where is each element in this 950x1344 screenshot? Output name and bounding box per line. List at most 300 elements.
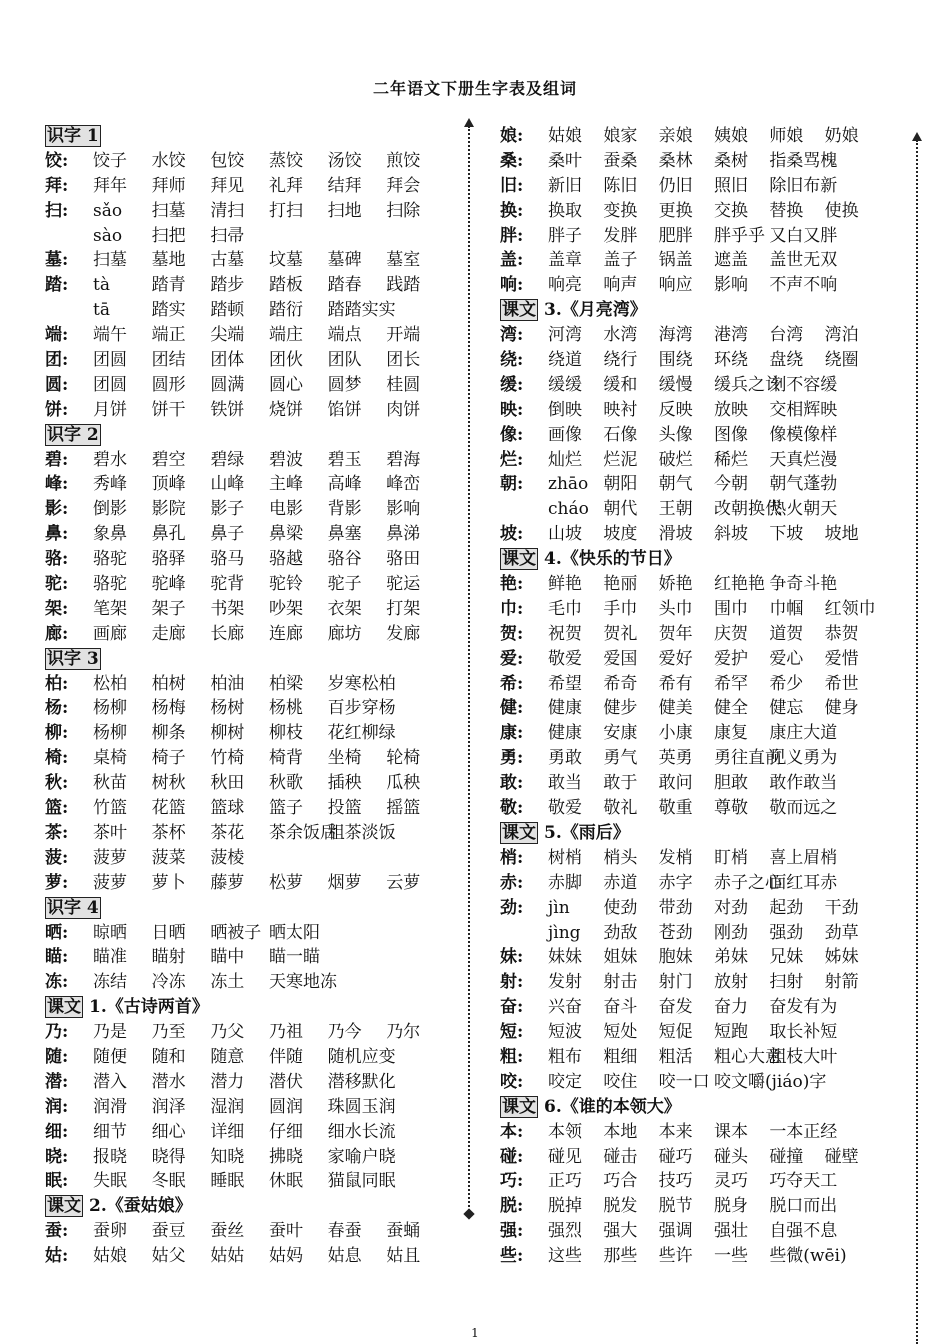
word: 书架 [210,598,245,619]
character-row [45,821,445,846]
character-label: 烂: [500,449,524,470]
character-label: 茶: [45,822,69,843]
section-header [45,1194,445,1219]
word: 柳树 [210,723,245,744]
word: 道贺 [769,623,804,644]
character-row [500,721,880,746]
lesson-title: 4.《快乐的节日》 [544,549,681,570]
word: 师娘 [769,126,804,146]
character-label: 粗: [500,1046,524,1067]
character-label: 短: [500,1022,524,1043]
word: 替换 [769,200,804,221]
word: 秋田 [210,773,245,794]
character-row [500,1020,880,1045]
character-label: 饺: [45,150,69,171]
character-label: 细: [45,1121,69,1142]
word: 姑父 [151,1246,186,1267]
character-row [500,995,880,1020]
word: 日晒 [151,922,186,943]
word: 兴奋 [548,997,582,1018]
word: 滑坡 [658,524,693,545]
section-header [45,896,445,921]
word: 笔架 [93,598,127,619]
word: 休眠 [268,1171,303,1192]
word: 手巾 [603,598,638,619]
character-row [45,472,445,497]
character-row [500,696,880,721]
word: 尖端 [210,325,245,346]
word: 烂泥 [603,449,638,470]
character-label: 菠: [45,847,69,868]
word: 晒太阳 [268,922,320,943]
word: 瞄中 [210,947,245,968]
word: 弟妹 [713,947,748,968]
character-label: 眠: [45,1171,69,1192]
word: 港湾 [713,325,748,346]
word: 蚕卵 [93,1221,127,1242]
word: 椅背 [268,748,303,769]
word: 粗细 [603,1046,638,1067]
character-row [500,846,880,871]
word: 爱心 [769,648,804,669]
word: 姨娘 [713,126,748,146]
word: 毛巾 [548,598,582,619]
word: 秀峰 [93,474,127,495]
word: 乃祖 [268,1022,303,1043]
word: 团体 [210,350,245,371]
word: 咬住 [603,1071,638,1092]
word: 庆贺 [713,623,748,644]
word: 本来 [658,1121,693,1142]
word: 开端 [386,325,421,346]
word: 自强不息 [769,1221,838,1242]
word: 胖子 [548,225,582,246]
section-tag: 课文 [502,822,536,843]
section-tag: 课文 [47,997,81,1018]
word: 踏顿 [210,300,245,321]
character-label: 胖: [500,225,524,246]
character-row [500,472,880,497]
word: 松萝 [268,872,303,893]
word: 发射 [548,972,582,993]
word: 拜师 [151,175,186,196]
word: 朝阳 [603,474,638,495]
character-row [45,273,445,298]
word: 短跑 [713,1022,748,1043]
word: 冻结 [93,972,127,993]
word: 娘家 [603,126,638,146]
character-row [500,348,880,373]
word: 骆越 [268,549,303,570]
word: 希有 [658,673,693,694]
word: 冻土 [210,972,245,993]
character-row [45,298,445,323]
word: 古墓 [210,250,245,271]
word: 又白又胖 [769,225,838,246]
word: 姊妹 [824,947,859,968]
word: 这些 [548,1246,582,1267]
word: 背影 [327,499,362,520]
character-row [500,199,880,224]
character-row [500,124,880,149]
right-margin-line [916,140,918,1344]
character-row [500,572,880,597]
word: 强烈 [548,1221,582,1242]
word: 树梢 [548,847,582,868]
word: 顶峰 [151,474,186,495]
arrow-up-icon [912,132,922,141]
word: 反映 [658,399,693,420]
word: 倒影 [93,499,127,520]
word: 敬礼 [603,798,638,819]
word: 爱国 [603,648,638,669]
character-row [500,323,880,348]
word: 遮盖 [713,250,748,271]
word: 朝代 [603,499,638,520]
character-label: 湾: [500,325,524,346]
word: 墓碑 [327,250,362,271]
word: 课本 [713,1121,748,1142]
word: 百步穿杨 [327,698,396,719]
word: 潜入 [93,1071,127,1092]
character-label: 桑: [500,150,524,171]
section-tag: 识字 1 [47,126,99,146]
word: 健身 [824,698,859,719]
word: 一些 [713,1246,748,1267]
word: 插秧 [327,773,362,794]
word: 健康 [548,723,582,744]
word: 影响 [713,275,748,296]
word: 铁饼 [210,399,245,420]
word: 石像 [603,424,638,445]
word: 潜伏 [268,1071,303,1092]
word: 强壮 [713,1221,748,1242]
word: 打扫 [268,200,303,221]
word: 新旧 [548,175,582,196]
section-header [500,821,880,846]
word: 拜会 [386,175,421,196]
word: 尊敬 [713,798,748,819]
left-column [45,124,445,1269]
word: 湿润 [210,1096,245,1117]
character-row [500,497,880,522]
word: 晓得 [151,1146,186,1167]
word: 粗心大意 [713,1046,782,1067]
word: 桂圆 [386,374,421,395]
word: 今朝 [713,474,748,495]
word: 姑姑 [210,1246,245,1267]
word: 端点 [327,325,362,346]
character-label: 冻: [45,972,69,993]
word: 篮子 [268,798,303,819]
word: 天真烂漫 [769,449,838,470]
word: 脱掉 [548,1196,582,1217]
word: 踏板 [268,275,303,296]
word: 骆马 [210,549,245,570]
word: 柏油 [210,673,245,694]
word: 些微(wēi) [769,1246,847,1267]
character-label: 廊: [45,623,69,644]
word: 姑且 [386,1246,421,1267]
word: 朝气蓬勃 [769,474,838,495]
character-row [45,248,445,273]
word: 爱好 [658,648,693,669]
word: 技巧 [658,1171,693,1192]
character-label: 峰: [45,474,69,495]
section-header [45,995,445,1020]
word: 拜年 [93,175,127,196]
word: 敬爱 [548,798,582,819]
character-label: 驼: [45,574,69,595]
word: 瞄射 [151,947,186,968]
character-label: 墓: [45,250,69,271]
word: 碧水 [93,449,127,470]
word: 踏实 [151,300,186,321]
character-label: 贺: [500,623,524,644]
word: 肥胖 [658,225,693,246]
word: 电影 [268,499,303,520]
lesson-title: 2.《蚕姑娘》 [89,1196,192,1217]
character-row [45,1045,445,1070]
word: 扫除 [386,200,421,221]
word: 珠圆玉润 [327,1096,396,1117]
word: 像模像样 [769,424,838,445]
word: 奋发 [658,997,693,1018]
word: 胆敢 [713,773,748,794]
character-label: 碰: [500,1146,524,1167]
word: 饼干 [151,399,186,420]
word: 打架 [386,598,421,619]
word: 湾泊 [824,325,859,346]
section-header [45,124,445,149]
word: 润滑 [93,1096,127,1117]
word: 短波 [548,1022,582,1043]
word: 环绕 [713,350,748,371]
word: jìng [548,922,581,943]
word: 奋力 [713,997,748,1018]
word: 竹篮 [93,798,127,819]
word: 灿烂 [548,449,582,470]
character-label: 爱: [500,648,524,669]
word: 扫墓 [93,250,127,271]
word: 绕道 [548,350,582,371]
word: 绕行 [603,350,638,371]
character-row [500,771,880,796]
word: 健美 [658,698,693,719]
word: 姑妈 [268,1246,303,1267]
word: 潜移默化 [327,1071,396,1092]
word: 劲草 [824,922,859,943]
word: 驼背 [210,574,245,595]
word: 王朝 [658,499,693,520]
word: 一本正经 [769,1121,838,1142]
word: 健全 [713,698,748,719]
character-label: 饼: [45,399,69,420]
character-label: 健: [500,698,524,719]
word: 赤道 [603,872,638,893]
word: 康复 [713,723,748,744]
word: 缓兵之计 [713,374,782,395]
word: 发胖 [603,225,638,246]
word: 敢于 [603,773,638,794]
word: 头像 [658,424,693,445]
character-label: 萝: [45,872,69,893]
word: 脱身 [713,1196,748,1217]
word: 团队 [327,350,362,371]
word: 山坡 [548,524,582,545]
word: 柳条 [151,723,186,744]
word: 高峰 [327,474,362,495]
word: 潜力 [210,1071,245,1092]
word: 烧饼 [268,399,303,420]
word: 红领巾 [824,598,876,619]
word: 包饺 [210,150,245,171]
word: 胞妹 [658,947,693,968]
character-row [45,746,445,771]
word: 盯梢 [713,847,748,868]
word: 盘绕 [769,350,804,371]
word: 坡度 [603,524,638,545]
word: 细心 [151,1121,186,1142]
word: 拂晓 [268,1146,303,1167]
word: 骆驼 [93,574,127,595]
word: 杨梅 [151,698,186,719]
word: 主峰 [268,474,303,495]
word: 骆驼 [93,549,127,570]
word: 亲娘 [658,126,693,146]
word: 碰头 [713,1146,748,1167]
word: 驼运 [386,574,421,595]
word: 画像 [548,424,582,445]
section-tag: 课文 [502,1096,536,1117]
character-label: 敢: [500,773,524,794]
word: 月饼 [93,399,127,420]
lesson-title: 5.《雨后》 [544,822,630,843]
word: 润泽 [151,1096,186,1117]
character-row [45,721,445,746]
word: 起劲 [769,897,804,918]
word: 蚕豆 [151,1221,186,1242]
word: 端午 [93,325,127,346]
section-header [500,298,880,323]
character-label: 鼻: [45,524,69,545]
word: 勇气 [603,748,638,769]
word: 头巾 [658,598,693,619]
word: 影院 [151,499,186,520]
section-header [500,1095,880,1120]
word: 饺子 [93,150,127,171]
word: 脱节 [658,1196,693,1217]
word: 陈旧 [603,175,638,196]
character-label: 篮: [45,798,69,819]
character-row [500,224,880,249]
character-label: 缓: [500,374,524,395]
word: 冷冻 [151,972,186,993]
word: 猫鼠同眠 [327,1171,396,1192]
word: 台湾 [769,325,804,346]
character-label: 扫: [45,200,69,221]
word: 蚕丝 [210,1221,245,1242]
word: 敬爱 [548,648,582,669]
word: 响应 [658,275,693,296]
word: 骆谷 [327,549,362,570]
word: 碰击 [603,1146,638,1167]
character-row [45,597,445,622]
word: 变换 [603,200,638,221]
character-row [500,1169,880,1194]
word: 驼峰 [151,574,186,595]
character-row [45,448,445,473]
word: 鼻梁 [268,524,303,545]
word: 桌椅 [93,748,127,769]
character-row [500,921,880,946]
character-row [45,1219,445,1244]
character-row [500,1120,880,1145]
word: 缓缓 [548,374,582,395]
character-row [45,1244,445,1269]
word: 云萝 [386,872,421,893]
character-row [45,672,445,697]
lesson-title: 6.《谁的本领大》 [544,1096,681,1117]
word: 破烂 [658,449,693,470]
character-label: 奋: [500,997,524,1018]
character-label: 端: [45,325,69,346]
character-row [45,1070,445,1095]
word: 竹椅 [210,748,245,769]
word: 鼻子 [210,524,245,545]
character-label: 坡: [500,524,524,545]
word: 廊坊 [327,623,362,644]
word: 稀烂 [713,449,748,470]
section-header [45,423,445,448]
word: 勇往直前 [713,748,782,769]
character-row [500,647,880,672]
word: 煎饺 [386,150,421,171]
word: 缓和 [603,374,638,395]
word: 潜水 [151,1071,186,1092]
word: 发廊 [386,623,421,644]
character-label: 乃: [45,1022,69,1043]
word: 随意 [210,1046,245,1067]
character-row [45,174,445,199]
character-label: 影: [45,499,69,520]
section-tag: 课文 [502,300,536,321]
word: 奋斗 [603,997,638,1018]
character-label: 晓: [45,1146,69,1167]
word: 驼铃 [268,574,303,595]
character-label: 柏: [45,673,69,694]
page-title: 二年语文下册生字表及组词 [372,79,577,98]
word: cháo [548,499,589,520]
character-row [500,522,880,547]
word: 瓜秧 [386,773,421,794]
word: 长廊 [210,623,245,644]
word: 鼻孔 [151,524,186,545]
word: 圆润 [268,1096,303,1117]
word: 正巧 [548,1171,582,1192]
word: 团伙 [268,350,303,371]
word: 晾晒 [93,922,127,943]
word: 盖子 [603,250,638,271]
word: 肉饼 [386,399,421,420]
word: 花红柳绿 [327,723,396,744]
word: 圆梦 [327,374,362,395]
word: 盖世无双 [769,250,838,271]
word: 碧玉 [327,449,362,470]
word: 桑叶 [548,150,582,171]
character-row [45,945,445,970]
character-label: 架: [45,598,69,619]
